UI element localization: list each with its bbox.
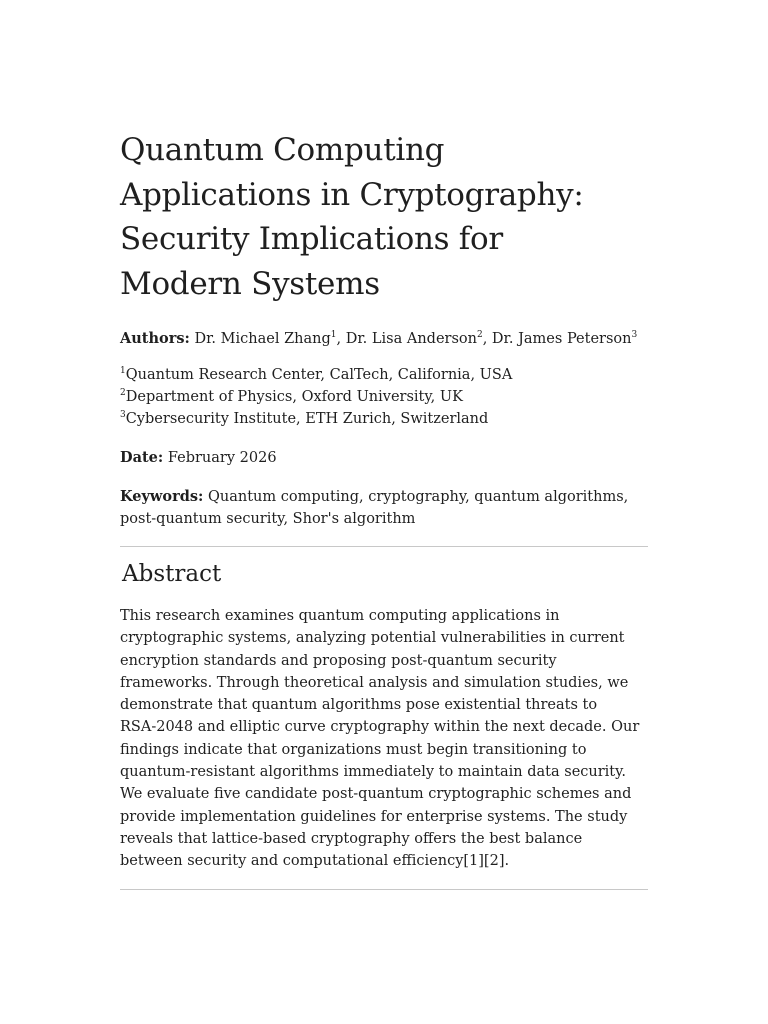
title-line: Applications in Cryptography: bbox=[120, 176, 584, 213]
section-divider bbox=[120, 546, 648, 547]
affiliation-text: Cybersecurity Institute, ETH Zurich, Switzerland bbox=[125, 411, 489, 427]
author-mark: 3 bbox=[631, 330, 638, 341]
abstract-line: cryptographic systems, analyzing potential vulnerabilities in current bbox=[120, 630, 625, 647]
affiliation-text: Quantum Research Center, CalTech, California, USA bbox=[125, 367, 513, 383]
abstract-line: We evaluate five candidate post-quantum cryptographic schemes and bbox=[120, 786, 632, 803]
author-mark: 1 bbox=[330, 330, 337, 341]
section-divider bbox=[120, 889, 648, 890]
authors-line: Authors: Dr. Michael Zhang$^1$, Dr. Lisa Anderson$^2$, Dr. James Peterson$^3$ bbox=[120, 330, 638, 347]
author-name: Dr. Michael Zhang bbox=[194, 331, 331, 347]
authors-label: Authors: bbox=[120, 330, 190, 347]
abstract-line: provide implementation guidelines for enterprise systems. The study bbox=[120, 808, 628, 825]
paper-page bbox=[120, 128, 648, 890]
affiliation-text: Department of Physics, Oxford University, UK bbox=[125, 389, 463, 405]
affiliation-item bbox=[120, 364, 648, 386]
abstract-line: encryption standards and proposing post-quantum security bbox=[120, 652, 557, 669]
author-name: Dr. Lisa Anderson bbox=[345, 331, 477, 347]
abstract-line: between security and computational efficiency[1][2]. bbox=[120, 853, 510, 870]
abstract-line: frameworks. Through theoretical analysis and simulation studies, we bbox=[120, 674, 629, 691]
keywords-line bbox=[120, 486, 648, 530]
date-line bbox=[120, 447, 648, 469]
keywords-value: Quantum computing, cryptography, quantum algorithms, post-quantum security, Shor's algorithm bbox=[120, 489, 629, 527]
abstract-line: quantum-resistant algorithms immediately to maintain data security. bbox=[120, 764, 627, 781]
abstract-line: reveals that lattice-based cryptography offers the best balance bbox=[120, 830, 583, 847]
abstract-line: demonstrate that quantum algorithms pose existential threats to bbox=[120, 697, 598, 714]
paper-title bbox=[120, 128, 648, 306]
affiliation-mark: 3 bbox=[120, 410, 126, 421]
affiliations bbox=[120, 364, 648, 430]
abstract-line: findings indicate that organizations must begin transitioning to bbox=[120, 741, 587, 758]
abstract-line: This research examines quantum computing applications in bbox=[120, 608, 560, 624]
affiliation-mark: 2 bbox=[120, 388, 126, 399]
keywords-label: Keywords: bbox=[120, 488, 204, 505]
abstract-heading: Abstract bbox=[122, 561, 222, 587]
author-mark: 2 bbox=[476, 330, 483, 341]
affiliation-item bbox=[120, 386, 648, 408]
title-line: Quantum Computing bbox=[120, 132, 445, 168]
title-line: Security Implications for bbox=[120, 221, 503, 257]
author-name: Dr. James Peterson bbox=[491, 331, 632, 347]
affiliation-mark: 1 bbox=[120, 366, 126, 377]
abstract-line: RSA-2048 and elliptic curve cryptography within the next decade. Our bbox=[120, 719, 640, 736]
date-label: Date: bbox=[120, 449, 164, 466]
date-value: February 2026 bbox=[167, 450, 277, 466]
title-line: Modern Systems bbox=[120, 265, 380, 302]
affiliation-item bbox=[120, 408, 648, 430]
abstract-body bbox=[120, 605, 648, 873]
